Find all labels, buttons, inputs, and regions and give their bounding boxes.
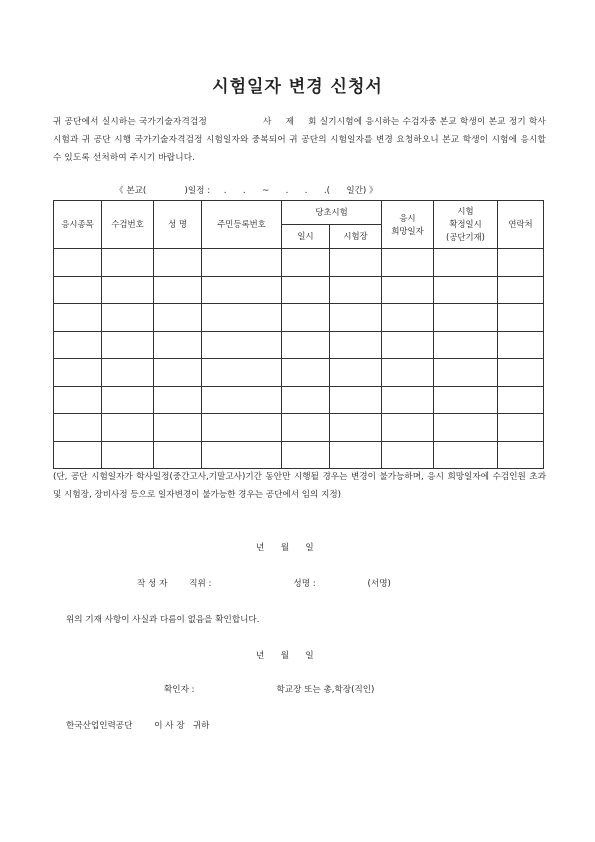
table-header-row — [54, 201, 544, 225]
header-desired-line-2: 희망일자 — [391, 225, 424, 236]
table-cell[interactable] — [202, 441, 282, 469]
table-cell[interactable] — [54, 331, 102, 359]
table-cell[interactable] — [102, 441, 154, 469]
table-cell[interactable] — [434, 441, 498, 469]
table-cell[interactable] — [102, 414, 154, 442]
form-title: 시험일자 변경 신청서 — [212, 77, 383, 97]
intro-text-1: 귀 공단에서 실시하는 국가기술자격검정 — [53, 117, 208, 127]
table-cell[interactable] — [282, 441, 330, 469]
table-cell[interactable] — [282, 386, 330, 414]
header-contact: 연락처 — [498, 201, 544, 249]
table-cell[interactable] — [330, 249, 382, 277]
table-cell[interactable] — [202, 386, 282, 414]
table-cell[interactable] — [54, 359, 102, 387]
table-cell[interactable] — [154, 331, 202, 359]
table-row — [54, 386, 544, 414]
table-cell[interactable] — [498, 414, 544, 442]
table-cell[interactable] — [498, 359, 544, 387]
table-cell[interactable] — [102, 276, 154, 304]
table-cell[interactable] — [498, 441, 544, 469]
header-confirmed-line-1: 시험 — [457, 206, 474, 216]
header-desired-date — [382, 201, 434, 249]
table-cell[interactable] — [330, 304, 382, 332]
table-cell[interactable] — [498, 276, 544, 304]
intro-text-4: 회 실기시험에 응시하는 수검자중 본교 학생이 본교 정기 학사시험과 귀 공단 시행 국가기술자격검정 시험일자와 중복되어 귀 공단의 시험일자를 변경 요청하오니 본교 학생이 시험에 응시할 수 있도록 선처하여 주시기 바랍니다. — [53, 117, 546, 163]
table-cell[interactable] — [102, 331, 154, 359]
header-exam-type: 응시종목 — [54, 201, 102, 249]
table-cell[interactable] — [154, 304, 202, 332]
table-cell[interactable] — [154, 386, 202, 414]
table-row — [54, 276, 544, 304]
header-resident-number: 주민등록번호 — [202, 201, 282, 249]
table-cell[interactable] — [282, 359, 330, 387]
intro-text-2: 사 — [263, 117, 272, 127]
table-cell[interactable] — [102, 249, 154, 277]
table-cell[interactable] — [382, 359, 434, 387]
table-cell[interactable] — [382, 386, 434, 414]
applicant-table — [53, 200, 544, 469]
table-row — [54, 414, 544, 442]
request-paragraph — [53, 113, 546, 167]
table-cell[interactable] — [282, 414, 330, 442]
table-cell[interactable] — [54, 386, 102, 414]
header-confirmed-line-2: 확정일시 — [449, 219, 482, 229]
table-cell[interactable] — [202, 249, 282, 277]
header-original-place: 시험장 — [330, 225, 382, 249]
table-cell[interactable] — [382, 304, 434, 332]
table-cell[interactable] — [54, 414, 102, 442]
table-cell[interactable] — [202, 276, 282, 304]
table-cell[interactable] — [154, 276, 202, 304]
header-exam-number: 수검번호 — [102, 201, 154, 249]
header-original-exam: 당초시험 — [282, 201, 382, 225]
table-cell[interactable] — [54, 441, 102, 469]
header-name: 성 명 — [154, 201, 202, 249]
table-cell[interactable] — [382, 441, 434, 469]
header-original-date: 일시 — [282, 225, 330, 249]
table-cell[interactable] — [382, 414, 434, 442]
exception-note: (단, 공단 시험일자가 학사일정(중간고사,기말고사)기간 동안만 시행될 경우는 변경이 불가능하며, 응시 희망일자에 수검인원 초과 및 시험장, 장비사정 등으로 일자변경이 불가능한 경우는 공단에서 임의 지정) — [53, 472, 546, 500]
table-cell[interactable] — [498, 331, 544, 359]
table-cell[interactable] — [330, 441, 382, 469]
table-cell[interactable] — [434, 249, 498, 277]
table-cell[interactable] — [434, 331, 498, 359]
header-confirmed-line-3: (공단기재) — [446, 232, 485, 242]
addressee-line: 한국산업인력공단 이 사 장 귀하 — [66, 721, 210, 731]
table-cell[interactable] — [498, 249, 544, 277]
table-cell[interactable] — [202, 331, 282, 359]
table-cell[interactable] — [330, 414, 382, 442]
table-cell[interactable] — [54, 249, 102, 277]
table-cell[interactable] — [498, 386, 544, 414]
table-cell[interactable] — [154, 414, 202, 442]
table-cell[interactable] — [282, 276, 330, 304]
table-cell[interactable] — [434, 359, 498, 387]
table-cell[interactable] — [382, 249, 434, 277]
table-cell[interactable] — [434, 276, 498, 304]
table-row — [54, 441, 544, 469]
table-cell[interactable] — [282, 331, 330, 359]
table-row — [54, 359, 544, 387]
table-cell[interactable] — [282, 249, 330, 277]
table-cell[interactable] — [154, 249, 202, 277]
intro-text-3: 제 — [285, 117, 295, 127]
table-row — [54, 304, 544, 332]
table-cell[interactable] — [154, 359, 202, 387]
school-schedule-line: 《 본교( )일정 : . . ~ . . .( 일간) 》 — [115, 186, 378, 196]
header-confirmed-date — [434, 201, 498, 249]
table-row — [54, 331, 544, 359]
table-cell[interactable] — [382, 276, 434, 304]
table-cell[interactable] — [434, 304, 498, 332]
table-cell[interactable] — [330, 331, 382, 359]
table-cell[interactable] — [54, 276, 102, 304]
confirmer-line: 확인자 : 학교장 또는 총,학장(직인) — [164, 685, 375, 695]
table-row — [54, 249, 544, 277]
table-cell[interactable] — [102, 359, 154, 387]
table-cell[interactable] — [330, 276, 382, 304]
table-cell[interactable] — [154, 441, 202, 469]
table-cell[interactable] — [202, 414, 282, 442]
date-line-1: 년 월 일 — [256, 543, 314, 553]
table-cell[interactable] — [102, 386, 154, 414]
table-cell[interactable] — [202, 359, 282, 387]
author-line: 작 성 자 직위 : 성명 : (서명) — [137, 579, 391, 589]
table-cell[interactable] — [330, 386, 382, 414]
table-cell[interactable] — [330, 359, 382, 387]
confirmation-statement: 위의 기재 사항이 사실과 다름이 없음을 확인합니다. — [66, 615, 260, 625]
table-cell[interactable] — [382, 331, 434, 359]
header-desired-line-1: 응시 — [399, 212, 416, 223]
table-cell[interactable] — [102, 304, 154, 332]
table-cell[interactable] — [282, 304, 330, 332]
table-cell[interactable] — [434, 386, 498, 414]
table-cell[interactable] — [498, 304, 544, 332]
table-cell[interactable] — [54, 304, 102, 332]
date-line-2: 년 월 일 — [256, 651, 314, 661]
table-cell[interactable] — [202, 304, 282, 332]
table-cell[interactable] — [434, 414, 498, 442]
